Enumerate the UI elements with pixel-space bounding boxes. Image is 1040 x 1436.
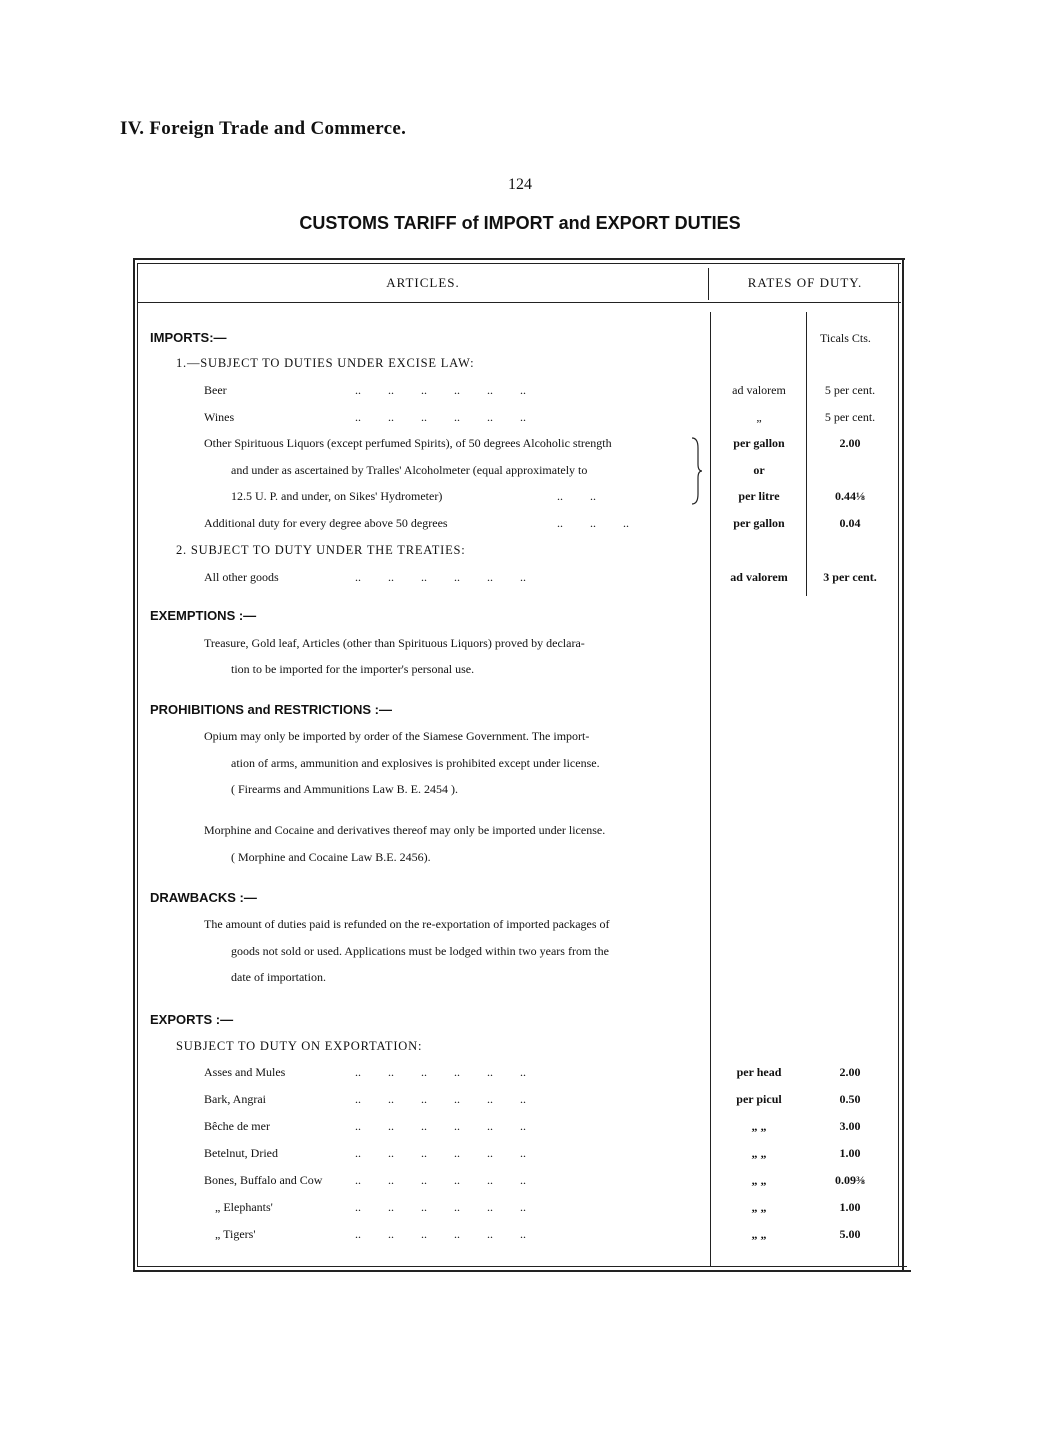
beer-rate: ad valorem	[732, 383, 786, 397]
table-top-inner-border	[137, 263, 901, 264]
leader-dots: .. ..	[557, 489, 596, 503]
leader-dots: .. .. .. .. .. ..	[355, 1119, 526, 1133]
table-bottom-border	[133, 1270, 911, 1272]
wines-label: Wines	[204, 410, 235, 424]
table-left-border	[133, 258, 135, 1272]
export-item-rate: per picul	[736, 1092, 782, 1106]
leader-dots: .. .. .. .. .. ..	[355, 1092, 526, 1106]
other-goods-label: All other goods	[204, 570, 279, 584]
spirits-amount-1: 2.00	[839, 436, 861, 450]
table-right-border	[902, 258, 904, 1272]
rates-column-divider	[710, 312, 711, 1266]
export-item-amount: 2.00	[839, 1065, 861, 1079]
export-item-amount: 5.00	[839, 1227, 861, 1241]
exemptions-line-2: tion to be imported for the importer's personal use.	[231, 662, 475, 676]
section-header: IV. Foreign Trade and Commerce.	[120, 118, 407, 139]
beer-amount: 5 per cent.	[824, 383, 876, 397]
export-item-label: Bones, Buffalo and Cow	[204, 1173, 323, 1187]
prohibitions-line-5: ( Morphine and Cocaine Law B.E. 2456).	[231, 850, 431, 864]
exemptions-line-1: Treasure, Gold leaf, Articles (other than Spirituous Liquors) proved by declara-	[204, 636, 585, 650]
leader-dots: .. .. .. .. .. ..	[355, 1227, 526, 1241]
page-number: 124	[508, 176, 532, 193]
leader-dots: .. .. .. .. .. ..	[355, 410, 526, 424]
export-item-label: „ Elephants'	[215, 1200, 273, 1214]
leader-dots: .. .. .. .. .. ..	[355, 570, 526, 584]
other-goods-rate: ad valorem	[730, 570, 788, 584]
export-item-amount: 0.09⅜	[835, 1173, 865, 1187]
prohibitions-line-4: Morphine and Cocaine and derivatives thereof may only be imported under license.	[204, 823, 606, 837]
prohibitions-heading: PROHIBITIONS and RESTRICTIONS :—	[150, 702, 392, 717]
additional-duty-label: Additional duty for every degree above 50 degrees	[204, 516, 448, 530]
leader-dots: .. .. .. .. .. ..	[355, 1065, 526, 1079]
export-item-label: „ Tigers'	[215, 1227, 256, 1241]
spirits-rate-3: per litre	[738, 489, 780, 503]
header-column-divider	[708, 268, 709, 300]
beer-label: Beer	[204, 383, 227, 397]
table-right-inner-border	[898, 263, 899, 1267]
prohibitions-line-3: ( Firearms and Ammunitions Law B. E. 2454 ).	[231, 782, 458, 796]
leader-dots: .. .. .. .. .. ..	[355, 1200, 526, 1214]
brace-icon	[690, 436, 704, 506]
leader-dots: .. .. .. .. .. ..	[355, 383, 526, 397]
spirits-rate-2: or	[753, 463, 765, 477]
leader-dots: .. .. .. .. .. ..	[355, 1173, 526, 1187]
exemptions-heading: EXEMPTIONS :—	[150, 608, 257, 623]
export-item-label: Bark, Angrai	[204, 1092, 266, 1106]
prohibitions-line-1: Opium may only be imported by order of the Siamese Government. The import-	[204, 729, 590, 743]
drawbacks-line-1: The amount of duties paid is refunded on the re-exportation of imported packages of	[204, 917, 610, 931]
export-item-rate: „ „	[751, 1173, 767, 1187]
leader-dots: .. .. .. .. .. ..	[355, 1146, 526, 1160]
treaties-heading: 2. SUBJECT TO DUTY UNDER THE TREATIES:	[176, 543, 466, 557]
excise-heading: 1.—SUBJECT TO DUTIES UNDER EXCISE LAW:	[176, 356, 475, 370]
page-title: CUSTOMS TARIFF of IMPORT and EXPORT DUTIES	[299, 213, 741, 233]
leader-dots: .. .. ..	[557, 516, 629, 530]
export-item-amount: 1.00	[839, 1146, 861, 1160]
units-label: Ticals Cts.	[820, 331, 871, 345]
export-item-amount: 3.00	[839, 1119, 861, 1133]
amount-column-divider	[806, 312, 807, 596]
additional-duty-rate: per gallon	[733, 516, 785, 530]
export-item-amount: 1.00	[839, 1200, 861, 1214]
export-item-rate: per head	[736, 1065, 782, 1079]
other-goods-amount: 3 per cent.	[823, 570, 877, 584]
wines-rate: „	[756, 410, 762, 424]
drawbacks-line-2: goods not sold or used. Applications must be lodged within two years from the	[231, 944, 609, 958]
header-divider	[137, 302, 901, 303]
prohibitions-line-2: ation of arms, ammunition and explosives is prohibited except under license.	[231, 756, 600, 770]
additional-duty-amount: 0.04	[839, 516, 861, 530]
spirits-amount-3: 0.44⅛	[835, 489, 865, 503]
export-item-amount: 0.50	[839, 1092, 861, 1106]
export-item-rate: „ „	[751, 1146, 767, 1160]
export-item-rate: „ „	[751, 1227, 767, 1241]
wines-amount: 5 per cent.	[824, 410, 876, 424]
spirits-line-3: 12.5 U. P. and under, on Sikes' Hydrometer)	[231, 489, 443, 503]
spirits-line-1: Other Spirituous Liquors (except perfumed Spirits), of 50 degrees Alcoholic strength	[204, 436, 612, 450]
spirits-line-2: and under as ascertained by Tralles' Alcoholmeter (equal approximately to	[231, 463, 588, 477]
drawbacks-line-3: date of importation.	[231, 970, 326, 984]
export-item-label: Bêche de mer	[204, 1119, 270, 1133]
table-left-inner-border	[137, 263, 138, 1267]
exports-sub-heading: SUBJECT TO DUTY ON EXPORTATION:	[176, 1039, 423, 1053]
export-item-rate: „ „	[751, 1200, 767, 1214]
table-top-border	[133, 258, 905, 260]
export-item-label: Asses and Mules	[204, 1065, 286, 1079]
export-item-rate: „ „	[751, 1119, 767, 1133]
export-item-label: Betelnut, Dried	[204, 1146, 278, 1160]
drawbacks-heading: DRAWBACKS :—	[150, 890, 257, 905]
column-header-rates: RATES OF DUTY.	[747, 275, 863, 290]
exports-heading: EXPORTS :—	[150, 1012, 234, 1027]
table-bottom-inner-border	[137, 1266, 907, 1267]
imports-heading: IMPORTS:—	[150, 330, 227, 345]
column-header-articles: ARTICLES.	[386, 275, 460, 290]
spirits-rate-1: per gallon	[733, 436, 785, 450]
